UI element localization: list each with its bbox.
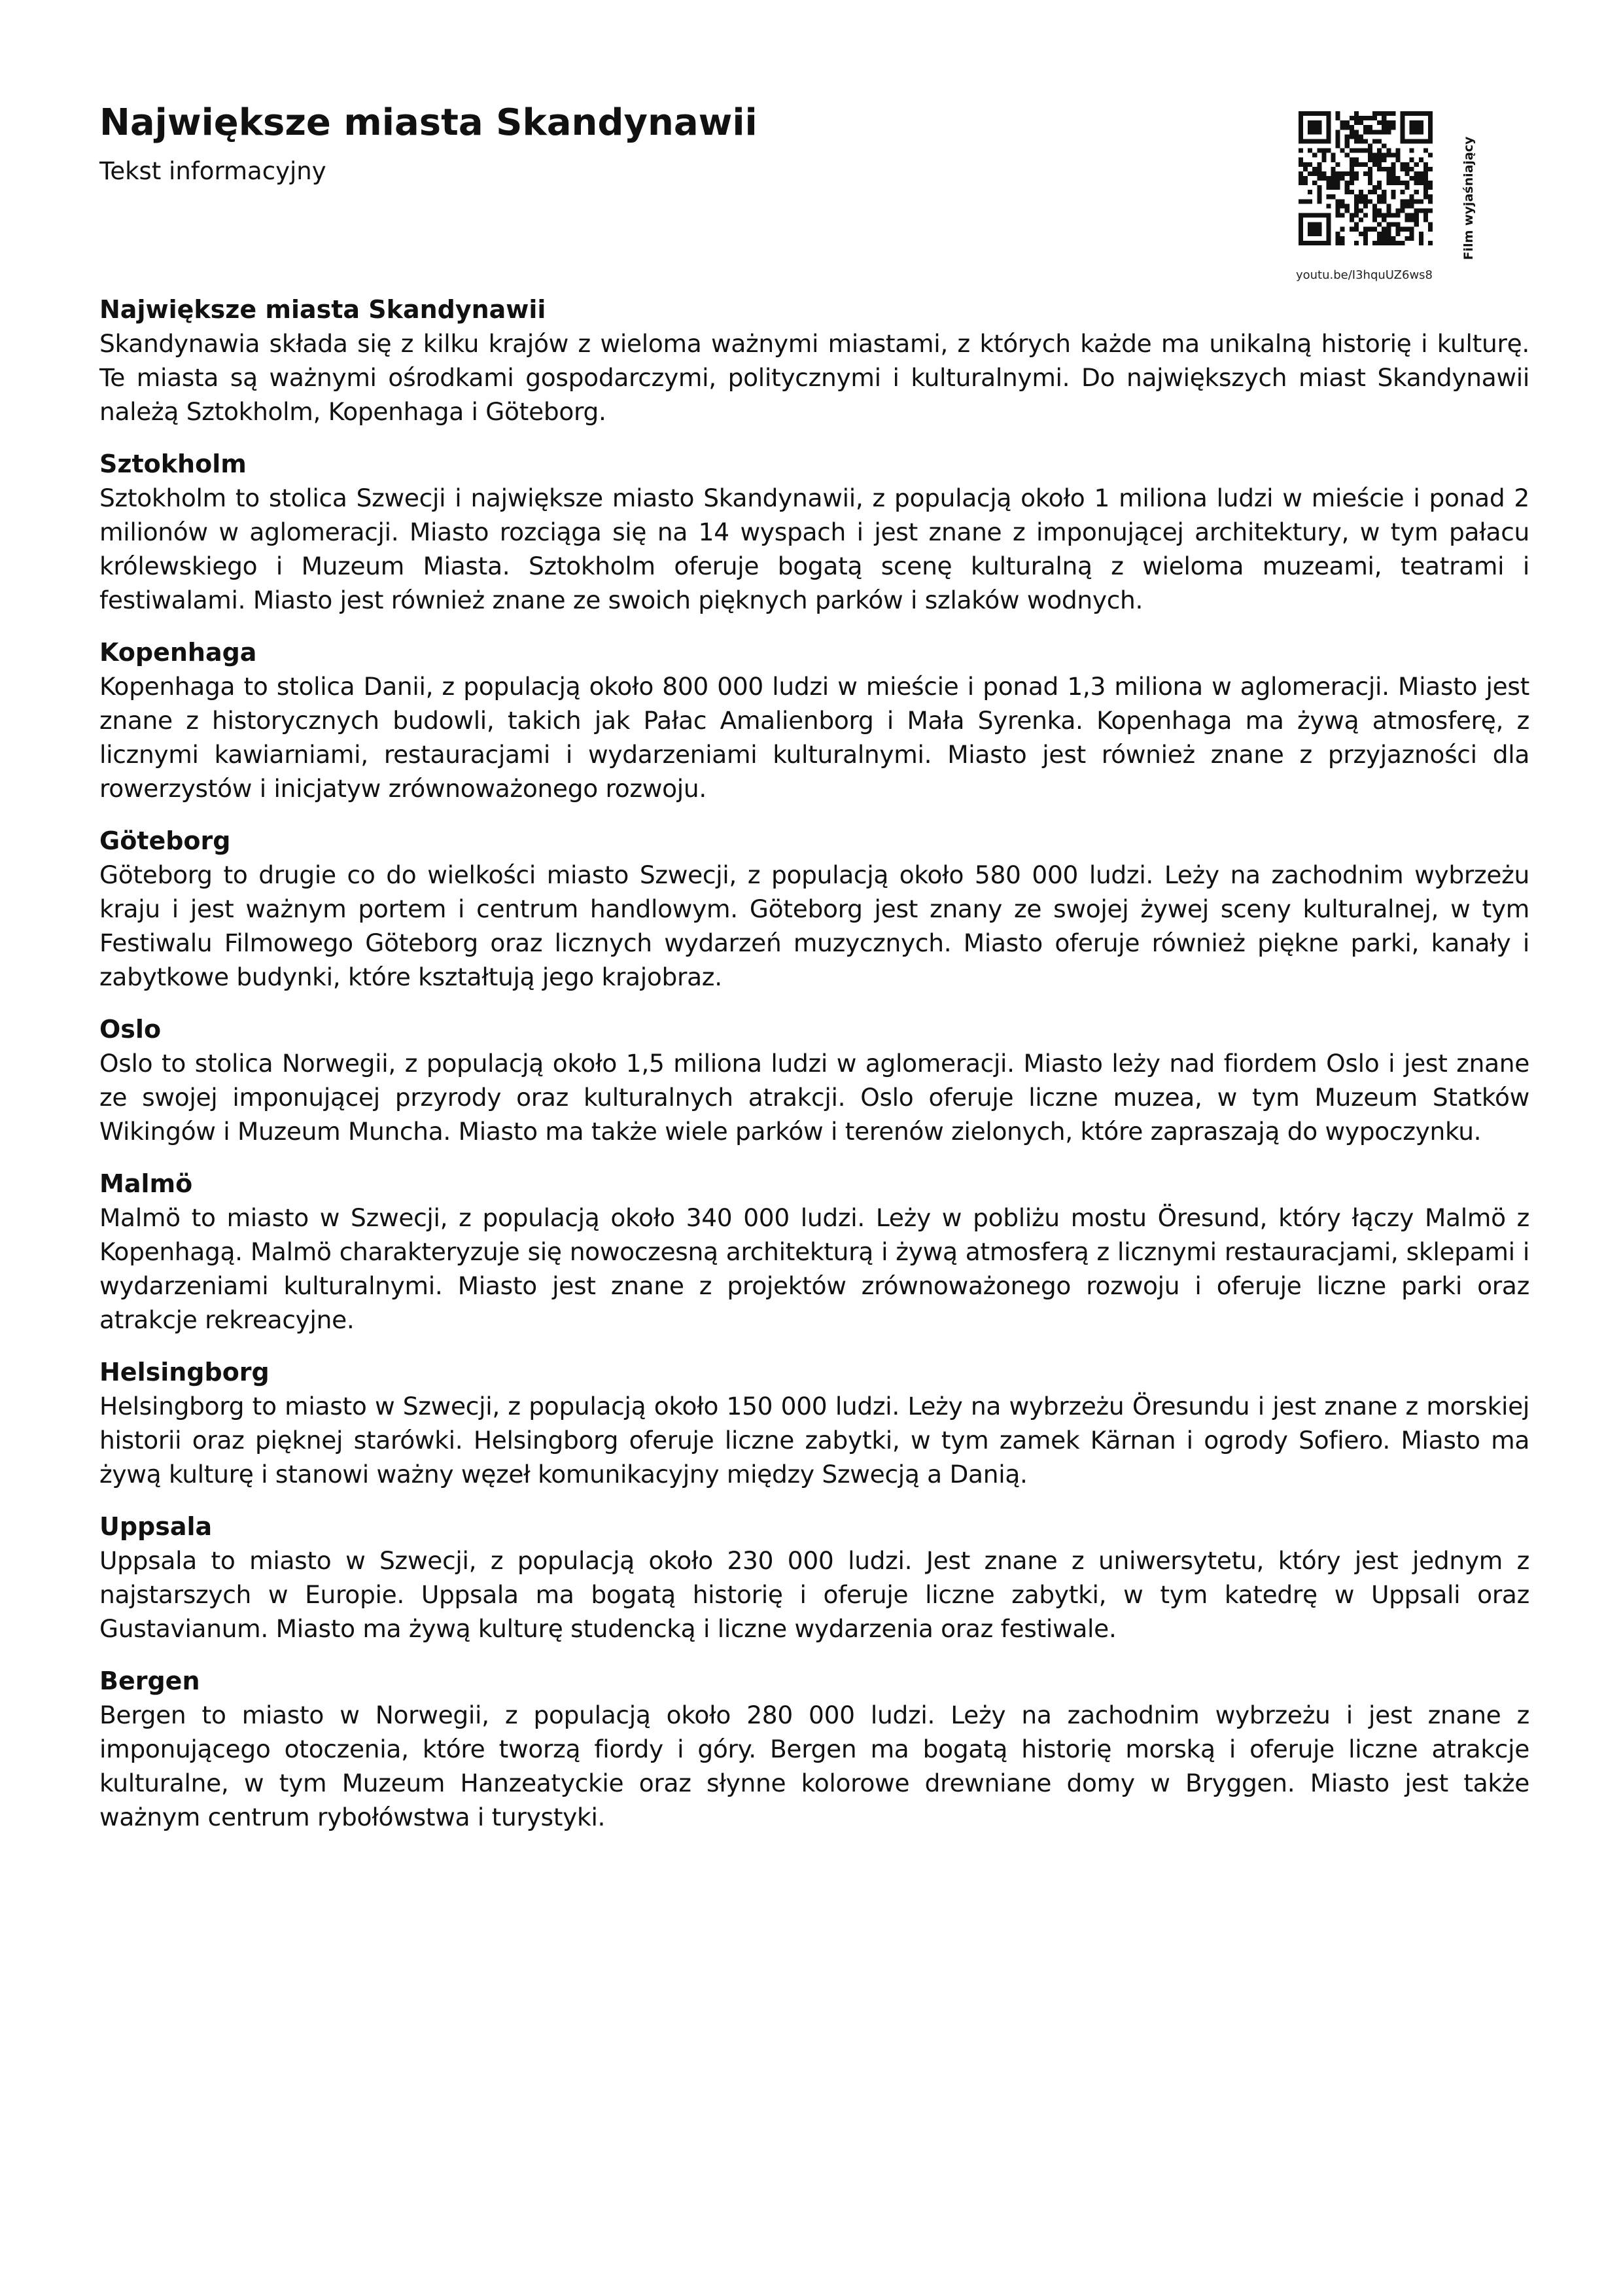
- section-heading: Helsingborg: [99, 1358, 270, 1386]
- section-heading: Sztokholm: [99, 450, 247, 478]
- section-stockholm: [99, 447, 1529, 617]
- section-uppsala: [99, 1510, 1529, 1646]
- qr-link-caption[interactable]: youtu.be/I3hquUZ6ws8: [1295, 268, 1433, 282]
- section-intro: [99, 292, 1529, 429]
- section-paragraph: Göteborg to drugie co do wielkości miasto Szwecji, z populacją około 580 000 ludzi. Leży na zachodnim wybrzeżu kraju i jest ważnym portem i centrum handlowym. Göteborg jest znany ze swojej żywej sceny kulturalnej, w tym Festiwalu Filmowego Göteborg oraz licznych wydarzeń muzycznych. Miasto oferuje również piękne parki, kanały i zabytkowe budynki, które kształtują jego krajobraz.: [99, 860, 1529, 991]
- section-gothenburg: [99, 824, 1529, 994]
- section-paragraph: Bergen to miasto w Norwegii, z populacją około 280 000 ludzi. Leży na zachodnim wybrzeżu i jest znane z imponującego otoczenia, które tworzą fiordy i góry. Bergen ma bogatą historię morską i oferuje liczne atrakcje kulturalne, w tym Muzeum Hanzeatyckie oraz słynne kolorowe drewniane domy w Bryggen. Miasto jest także ważnym centrum rybołówstwa i turystyki.: [99, 1701, 1529, 1831]
- document-body: [99, 292, 1529, 1852]
- section-paragraph: Sztokholm to stolica Szwecji i największe miasto Skandynawii, z populacją około 1 miliona ludzi w mieście i ponad 2 milionów w aglomeracji. Miasto rozciąga się na 14 wyspach i jest znane z imponującej architektury, w tym pałacu królewskiego i Muzeum Miasta. Sztokholm oferuje bogatą scenę kulturalną z wieloma muzeami, teatrami i festiwalami. Miasto jest również znane ze swoich pięknych parków i szlaków wodnych.: [99, 484, 1529, 614]
- section-malmo: [99, 1167, 1529, 1337]
- section-copenhagen: [99, 635, 1529, 805]
- section-paragraph: Skandynawia składa się z kilku krajów z wieloma ważnymi miastami, z których każde ma unikalną historię i kulturę. Te miasta są ważnymi ośrodkami gospodarczymi, politycznymi i kulturalnymi. Do największych miast Skandynawii należą Sztokholm, Kopenhaga i Göteborg.: [99, 329, 1529, 426]
- document-header: [99, 98, 1212, 188]
- section-heading: Göteborg: [99, 826, 231, 855]
- section-heading: Malmö: [99, 1169, 193, 1198]
- section-heading: Bergen: [99, 1667, 200, 1695]
- document-subtitle: Tekst informacyjny: [99, 157, 326, 185]
- qr-code-icon[interactable]: [1299, 111, 1433, 245]
- section-paragraph: Oslo to stolica Norwegii, z populacją około 1,5 miliona ludzi w aglomeracji. Miasto leży nad fiordem Oslo i jest znane ze swojej imponującej przyrody oraz kulturalnych atrakcji. Oslo oferuje liczne muzea, w tym Muzeum Statków Wikingów i Muzeum Muncha. Miasto ma także wiele parków i terenów zielonych, które zapraszają do wypoczynku.: [99, 1049, 1529, 1146]
- section-paragraph: Malmö to miasto w Szwecji, z populacją około 340 000 ludzi. Leży w pobliżu mostu Öresund, który łączy Malmö z Kopenhagą. Malmö charakteryzuje się nowoczesną architekturą i żywą atmosferą z licznymi restauracjami, sklepami i wydarzeniami kulturalnymi. Miasto jest znane z projektów zrównoważonego rozwoju i oferuje liczne parki oraz atrakcje rekreacyjne.: [99, 1203, 1529, 1334]
- section-heading: Oslo: [99, 1015, 162, 1044]
- qr-side-label: [1457, 124, 1480, 272]
- section-heading: Największe miasta Skandynawii: [99, 295, 546, 324]
- section-heading: Uppsala: [99, 1512, 213, 1541]
- section-oslo: [99, 1012, 1529, 1148]
- section-paragraph: Kopenhaga to stolica Danii, z populacją około 800 000 ludzi w mieście i ponad 1,3 miliona w aglomeracji. Miasto jest znane z historycznych budowli, takich jak Pałac Amalienborg i Mała Syrenka. Kopenhaga ma żywą atmosferę, z licznymi kawiarniami, restauracjami i wydarzeniami kulturalnymi. Miasto jest również znane z przyjazności dla rowerzystów i inicjatyw zrównoważonego rozwoju.: [99, 672, 1529, 803]
- qr-side-label-text: Film wyjaśniający: [1461, 136, 1476, 260]
- section-heading: Kopenhaga: [99, 638, 257, 667]
- qr-code-block[interactable]: [1295, 111, 1449, 288]
- document-title: Największe miasta Skandynawii: [99, 101, 758, 144]
- section-bergen: [99, 1664, 1529, 1834]
- section-paragraph: Helsingborg to miasto w Szwecji, z populacją około 150 000 ludzi. Leży na wybrzeżu Öresundu i jest znane z morskiej historii oraz pięknej starówki. Helsingborg oferuje liczne zabytki, w tym zamek Kärnan i ogrody Sofiero. Miasto ma żywą kulturę i stanowi ważny węzeł komunikacyjny między Szwecją a Danią.: [99, 1392, 1529, 1489]
- section-paragraph: Uppsala to miasto w Szwecji, z populacją około 230 000 ludzi. Jest znane z uniwersytetu, który jest jednym z najstarszych w Europie. Uppsala ma bogatą historię i oferuje liczne zabytki, w tym katedrę w Uppsali oraz Gustavianum. Miasto ma żywą kulturę studencką i liczne wydarzenia oraz festiwale.: [99, 1546, 1529, 1643]
- section-helsingborg: [99, 1355, 1529, 1491]
